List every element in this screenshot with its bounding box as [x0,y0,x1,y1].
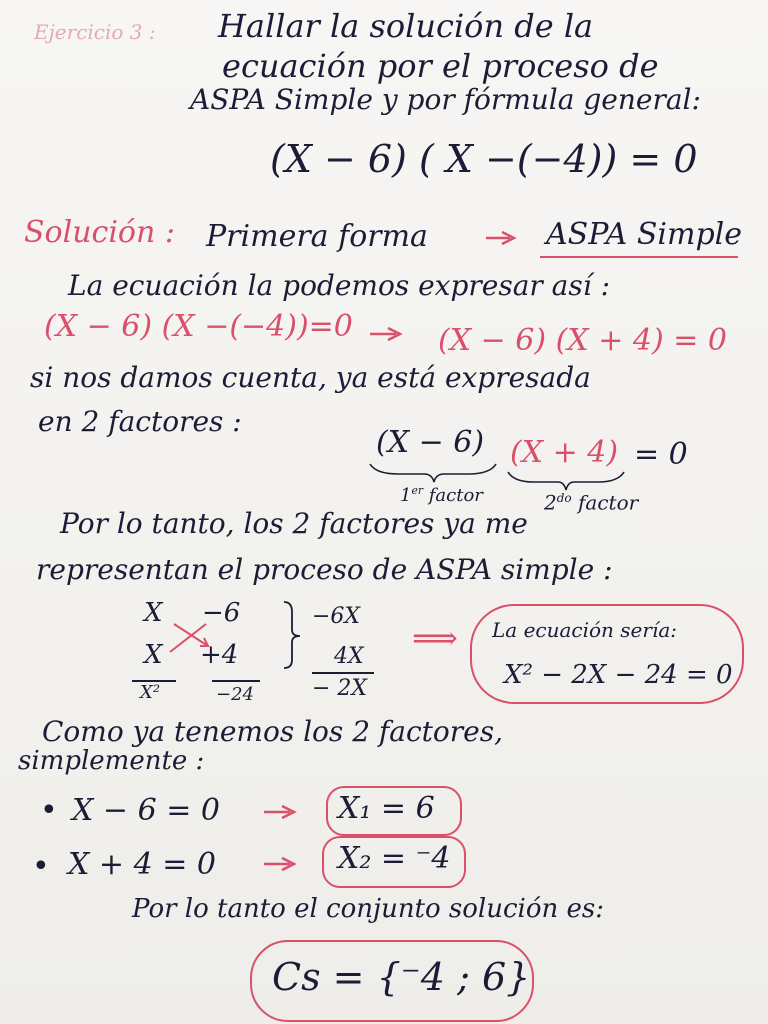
method-name-underline [540,256,738,258]
arrow-icon [262,802,306,822]
bullet-dot-icon: • [40,793,58,828]
result-label: La ecuación sería: [492,618,677,642]
solution-line-2: si nos damos cuenta, ya está expresada [30,361,591,394]
root-solution-1: X₁ = 6 [338,791,435,826]
solution-line-5: representan el proceso de ASPA simple : [36,553,613,586]
exercise-label: Ejercicio 3 : [34,20,156,44]
arrow-icon [368,324,412,344]
header-line-2: ecuación por el proceso de [222,47,659,85]
arrow-icon [262,854,306,874]
aspa-row2-left: X [144,640,163,670]
aspa-cross-2: 4X [334,644,364,669]
aspa-underline-right [212,680,260,682]
aspa-product-right: −24 [216,684,254,705]
cross-arrows-icon [166,616,226,660]
solution-line-4: Por lo tanto, los 2 factores ya me [60,507,528,540]
arrow-icon [484,228,524,248]
implies-arrow-icon: ⟹ [412,619,458,657]
root-equation-2: X + 4 = 0 [68,847,216,882]
root-solution-2: X₂ = ⁻4 [338,841,451,876]
root-equation-1: X − 6 = 0 [72,793,220,828]
factor-equals: = 0 [634,437,688,472]
header-line-1: Hallar la solución de la [218,7,594,45]
equation-right: (X − 6) (X + 4) = 0 [438,323,727,358]
conclusion-line: Por lo tanto el conjunto solución es: [132,894,605,924]
factor-1-label: 1er factor [400,484,483,506]
method-name: ASPA Simple [546,217,742,252]
aspa-row1-left: X [144,598,163,628]
header-equation: (X − 6) ( X −(−4)) = 0 [270,137,698,181]
aspa-cross-1: −6X [312,604,361,629]
solution-line-1: La ecuación la podemos expresar así : [68,269,611,302]
factor-2-label: $2^{do}$ factor [544,490,639,515]
solution-label: Solución : [24,215,175,250]
equation-left: (X − 6) (X −(−4))=0 [44,309,353,344]
brace-under-factor-1 [368,462,498,482]
result-equation: X² − 2X − 24 = 0 [504,660,733,690]
aspa-product-left: X² [140,682,161,703]
solution-line-3: en 2 factores : [38,405,242,438]
roots-line-1: Como ya tenemos los 2 factores, [42,715,503,748]
roots-line-2: simplemente : [18,746,205,776]
aspa-row1-right: −6 [202,598,241,628]
factor-1: (X − 6) [376,425,485,460]
aspa-row2-right: +4 [200,640,239,670]
method-intro: Primera forma [206,219,428,254]
aspa-sum-line [312,672,374,674]
factor-2: (X + 4) [510,435,619,470]
brace-under-factor-2 [506,470,626,490]
aspa-cross-sum: − 2X [312,676,368,701]
bracket-icon [280,600,302,670]
solution-set: Cs = {⁻4 ; 6} [272,955,531,999]
bullet-dot-icon: • [32,849,50,884]
header-line-3: ASPA Simple y por fórmula general: [190,83,701,116]
